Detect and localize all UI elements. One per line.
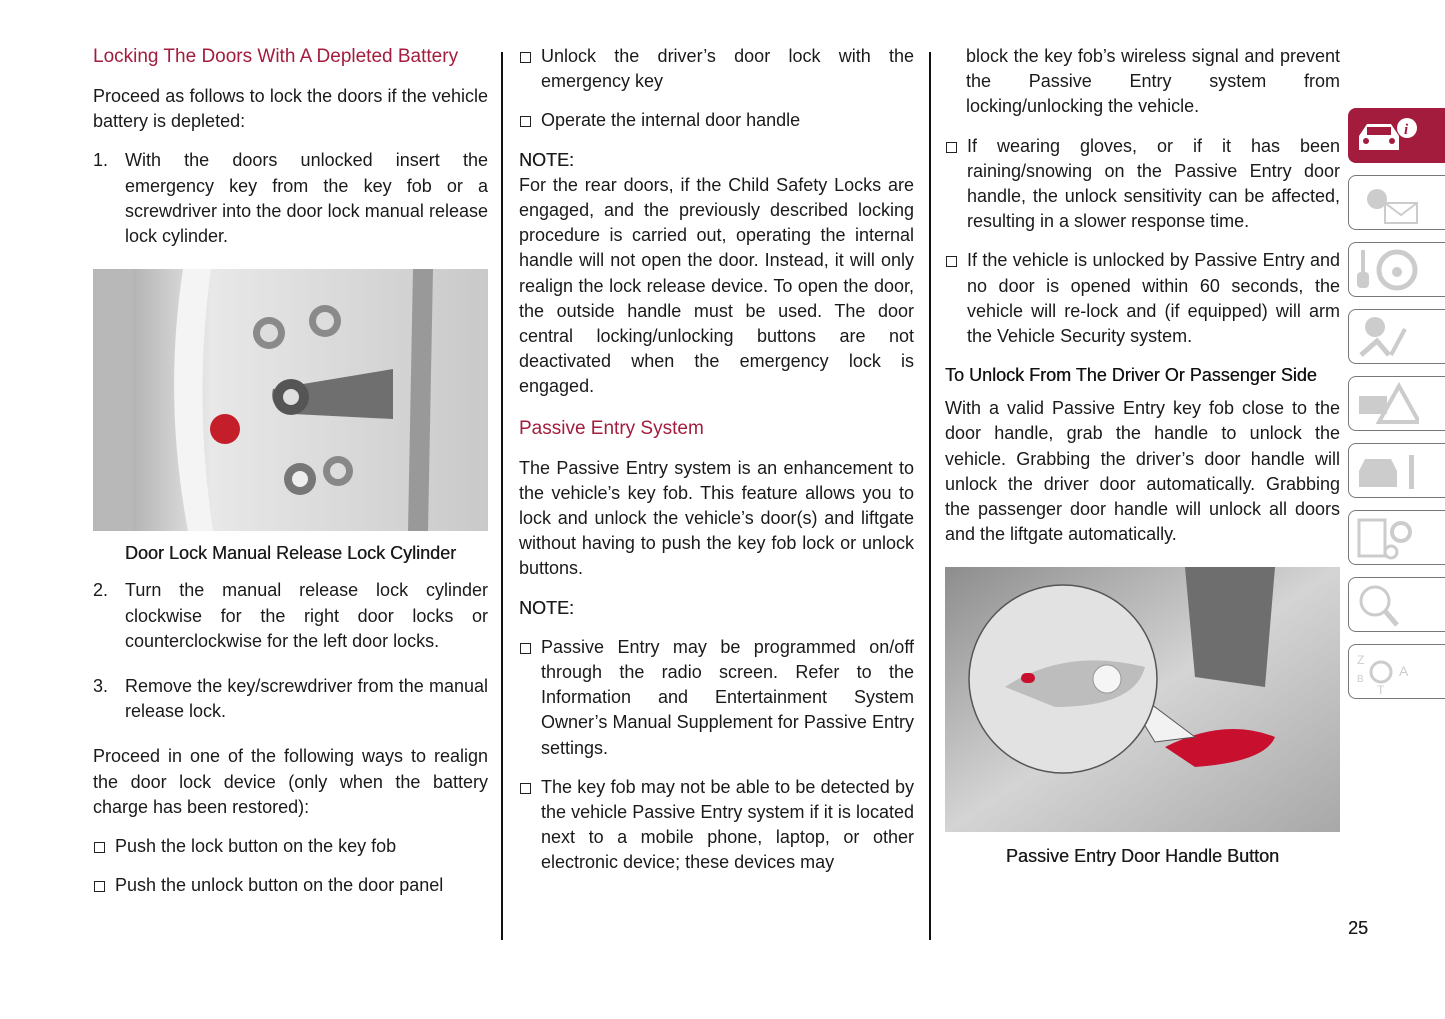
- column-divider: [929, 52, 931, 940]
- svg-text:A: A: [1399, 662, 1409, 679]
- index-abc-icon: [1355, 650, 1419, 694]
- page-number: 25: [1348, 918, 1369, 938]
- note-label: NOTE:: [519, 149, 575, 170]
- bullet-text: If wearing gloves, or if it has been raining/snowing on the Passive Entry door handle, the unlock sensitivity can be affected, resulting in a slower response time.: [967, 135, 1340, 232]
- step-item: [93, 578, 488, 654]
- tab-customer-assistance[interactable]: [1348, 577, 1445, 632]
- bullet-square-icon: [520, 783, 531, 794]
- door-handle-button-image: [945, 567, 1340, 832]
- airbag-seat-icon: [1355, 315, 1419, 359]
- bullet-square-icon: [520, 116, 531, 127]
- bullet-item: [93, 834, 488, 859]
- tab-emergency[interactable]: [1348, 376, 1445, 431]
- paragraph: With a valid Passive Entry key fob close to the door handle, grab the handle to unlock the vehicle. Grabbing the driver’s door handle will unlock the driver door automatically. Grabbing the passenger door handle will unlock all doors and the liftgate automatically.: [945, 398, 1340, 545]
- svg-text:B: B: [1357, 673, 1364, 685]
- door-lock-cylinder-image: [93, 269, 488, 531]
- paragraph-continued: block the key fob’s wireless signal and prevent the Passive Entry system from locking/unlocking the vehicle.: [966, 46, 1340, 117]
- tab-starting-operating[interactable]: [1348, 242, 1445, 297]
- specifications-gears-icon: [1355, 516, 1419, 560]
- bullet-item: [945, 134, 1340, 235]
- paragraph: Proceed in one of the following ways to realign the door lock device (only when the battery charge has been restored):: [93, 746, 488, 817]
- warning-lights-messages-icon: [1355, 181, 1419, 225]
- section-heading: Locking The Doors With A Depleted Battery: [93, 46, 459, 67]
- bullet-item: [519, 44, 914, 94]
- note-label: NOTE:: [519, 597, 575, 618]
- bullet-text: Push the lock button on the key fob: [115, 836, 397, 857]
- figure-caption: Door Lock Manual Release Lock Cylinder: [124, 543, 457, 564]
- bullet-item: [519, 775, 914, 876]
- bullet-item: [519, 635, 914, 761]
- column-3: [945, 44, 1340, 882]
- bullet-text: The key fob may not be able to be detected by the vehicle Passive Entry system if it is located next to a mobile phone, laptop, or other electronic device; these devices may: [541, 776, 914, 873]
- tab-warning-lights[interactable]: [1348, 175, 1445, 230]
- step-text: Remove the key/screwdriver from the manual release lock.: [125, 676, 488, 722]
- step-number: 2.: [93, 580, 109, 601]
- bullet-square-icon: [946, 256, 957, 267]
- bullet-text: Passive Entry may be programmed on/off through the radio screen. Refer to the Information and Entertainment System Owner’s Manual Supplement for Passive Entry settings.: [541, 636, 914, 758]
- svg-text:i: i: [1404, 121, 1409, 138]
- column-divider: [501, 52, 503, 940]
- bullet-text: If the vehicle is unlocked by Passive Entry and no door is opened within 60 seconds, the vehicle will re-lock and (if equipped) will arm the Vehicle Security system.: [967, 250, 1340, 347]
- section-heading: Passive Entry System: [519, 417, 704, 439]
- column-1: [93, 44, 488, 912]
- bullet-square-icon: [94, 842, 105, 853]
- step-number: 1.: [93, 150, 109, 171]
- step-text: Turn the manual release lock cylinder clockwise for the right door locks or counterclockwise for the left door locks.: [125, 580, 488, 651]
- note-text: For the rear doors, if the Child Safety Locks are engaged, and the previously described locking procedure is carried out, operating the internal handle will not open the door. Instead, it will only realign the lock release device. To open the door, the outside handle must be used. The door central locking/unlocking buttons are not deactivated when the emergency lock is engaged.: [519, 174, 914, 397]
- tab-car-info[interactable]: [1348, 108, 1445, 163]
- bullet-square-icon: [946, 142, 957, 153]
- step-number: 3.: [93, 676, 109, 697]
- tab-specifications[interactable]: [1348, 510, 1445, 565]
- step-text: With the doors unlocked insert the emergency key from the key fob or a screwdriver into the door lock manual release lock cylinder.: [125, 150, 488, 247]
- figure-caption: Passive Entry Door Handle Button: [1005, 846, 1280, 867]
- chapter-tabs: [1348, 108, 1445, 711]
- step-item: [93, 148, 488, 249]
- bullet-item: [519, 108, 914, 133]
- roadside-hazard-icon: [1355, 382, 1419, 426]
- column-2: [519, 44, 914, 890]
- bullet-square-icon: [94, 881, 105, 892]
- subheading: To Unlock From The Driver Or Passenger Side: [945, 365, 1317, 386]
- step-item: [93, 674, 488, 724]
- bullet-square-icon: [520, 52, 531, 63]
- tab-safety[interactable]: [1348, 309, 1445, 364]
- bullet-square-icon: [520, 643, 531, 654]
- bullet-text: Unlock the driver’s door lock with the emergency key: [541, 46, 914, 92]
- svg-text:T: T: [1377, 682, 1385, 694]
- bullet-item: [93, 873, 488, 898]
- bullet-item: [945, 248, 1340, 349]
- svg-text:Z: Z: [1357, 652, 1365, 667]
- bullet-text: Operate the internal door handle: [541, 110, 801, 131]
- car-wrench-icon: [1355, 449, 1419, 493]
- car-info-icon: [1355, 116, 1419, 156]
- magnifier-icon: [1355, 583, 1419, 627]
- tab-index[interactable]: [1348, 644, 1445, 699]
- tab-servicing[interactable]: [1348, 443, 1445, 498]
- bullet-text: Push the unlock button on the door panel: [115, 875, 444, 896]
- paragraph: Proceed as follows to lock the doors if the vehicle battery is depleted:: [93, 86, 488, 132]
- paragraph: The Passive Entry system is an enhancement to the vehicle’s key fob. This feature allows you to lock and unlock the vehicle’s door(s) and liftgate without having to push the key fob lock or unlock buttons.: [519, 457, 914, 579]
- key-steering-wheel-icon: [1355, 248, 1419, 292]
